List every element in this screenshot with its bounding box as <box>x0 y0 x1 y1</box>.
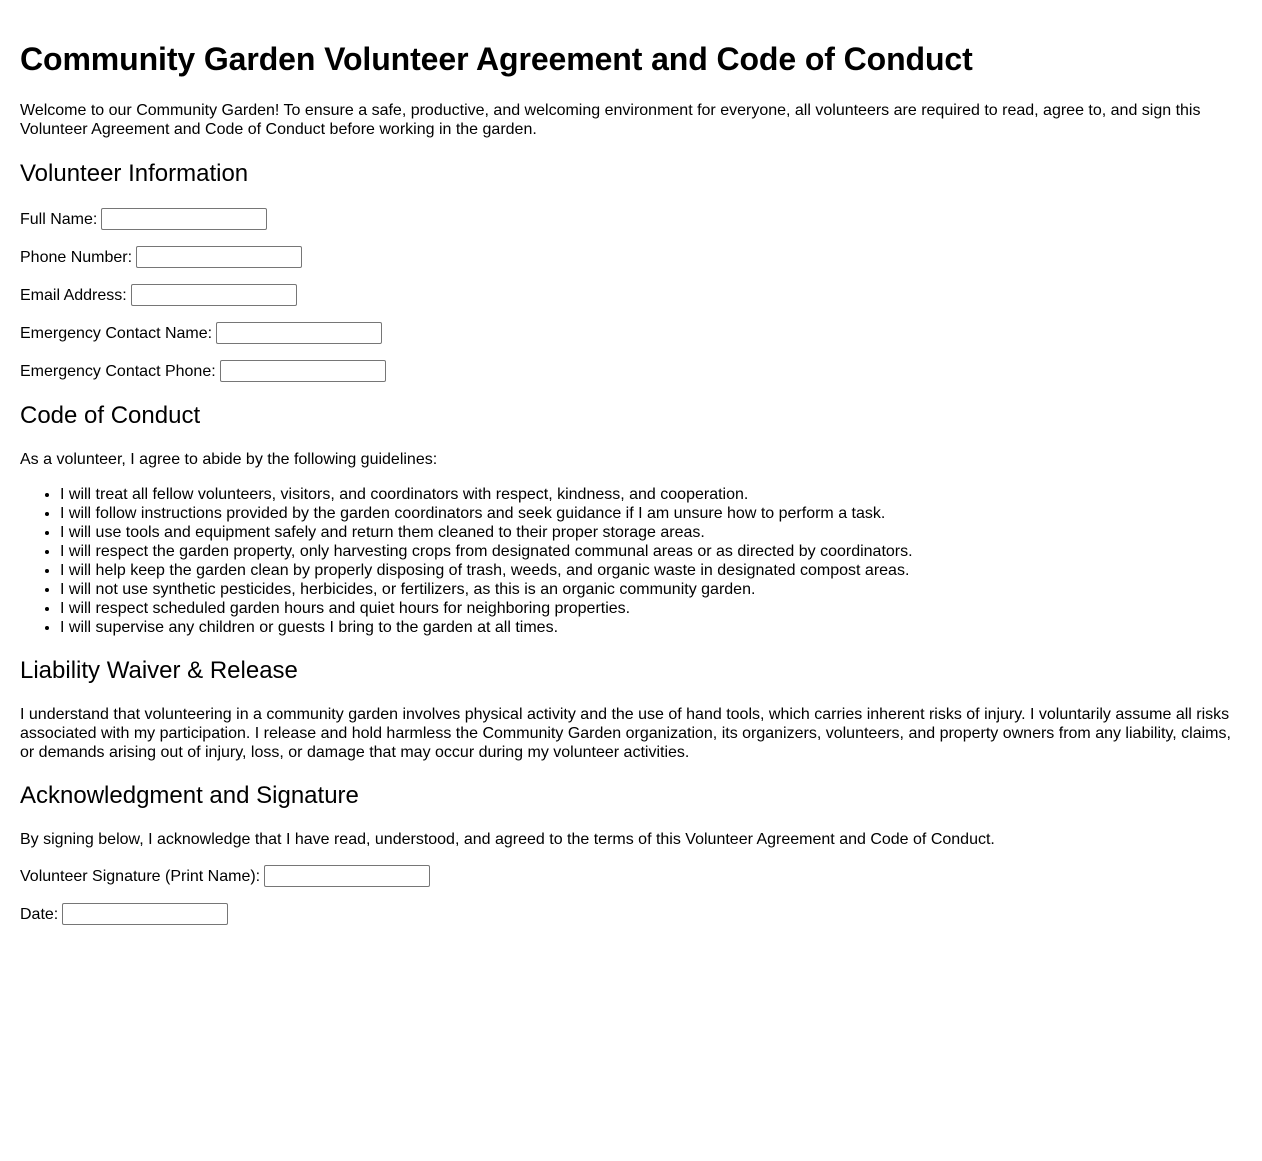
liability-heading: Liability Waiver & Release <box>20 657 298 684</box>
phone-number-row <box>20 246 1242 268</box>
email-address-input[interactable] <box>131 284 297 306</box>
page-title: Community Garden Volunteer Agreement and Code of Conduct <box>20 41 973 77</box>
liability-paragraph: I understand that volunteering in a community garden involves physical activity and the use of hand tools, which carries inherent risks of injury. I voluntarily assume all risks associated with my participation. I release and hold harmless the Community Garden organization, its organizers, volunteers, and property owners from any liability, claims, or demands arising out of injury, loss, or damage that may occur during my volunteer activities. <box>20 706 1231 761</box>
acknowledgment-paragraph: By signing below, I acknowledge that I have read, understood, and agreed to the terms of this Volunteer Agreement and Code of Conduct. <box>20 831 995 848</box>
phone-number-label: Phone Number: <box>20 248 133 266</box>
code-of-conduct-list <box>20 485 1242 637</box>
date-input[interactable] <box>62 903 228 925</box>
date-row <box>20 903 1242 925</box>
list-item: • I will not use synthetic pesticides, herbicides, or fertilizers, as this is an organic community garden. <box>60 580 1242 599</box>
list-item: • I will respect scheduled garden hours and quiet hours for neighboring properties. <box>60 599 1242 618</box>
list-item: • I will help keep the garden clean by properly disposing of trash, weeds, and organic waste in designated compost areas. <box>60 561 1242 580</box>
emergency-contact-phone-input[interactable] <box>220 360 386 382</box>
emergency-contact-name-label: Emergency Contact Name: <box>20 324 213 342</box>
volunteer-info-heading: Volunteer Information <box>20 160 249 187</box>
date-label: Date: <box>20 905 59 923</box>
emergency-contact-phone-label: Emergency Contact Phone: <box>20 362 216 380</box>
acknowledgment-heading: Acknowledgment and Signature <box>20 782 359 809</box>
signature-label: Volunteer Signature (Print Name): <box>20 867 261 885</box>
signature-row <box>20 865 1242 887</box>
code-of-conduct-intro: As a volunteer, I agree to abide by the following guidelines: <box>20 451 438 468</box>
list-item: • I will follow instructions provided by the garden coordinators and seek guidance if I am unsure how to perform a task. <box>60 504 1242 523</box>
emergency-contact-name-row <box>20 322 1242 344</box>
email-address-label: Email Address: <box>20 286 127 304</box>
full-name-input[interactable] <box>101 208 267 230</box>
list-item: • I will supervise any children or guests I bring to the garden at all times. <box>60 618 1242 637</box>
full-name-row <box>20 208 1242 230</box>
email-address-row <box>20 284 1242 306</box>
emergency-contact-phone-row <box>20 360 1242 382</box>
list-item: • I will treat all fellow volunteers, visitors, and coordinators with respect, kindness, and cooperation. <box>60 485 1242 504</box>
signature-input[interactable] <box>264 865 430 887</box>
phone-number-input[interactable] <box>136 246 302 268</box>
emergency-contact-name-input[interactable] <box>216 322 382 344</box>
intro-paragraph: Welcome to our Community Garden! To ensure a safe, productive, and welcoming environment for everyone, all volunteers are required to read, agree to, and sign this Volunteer Agreement and Code of Conduct before working in the garden. <box>20 102 1201 138</box>
code-of-conduct-heading: Code of Conduct <box>20 402 201 429</box>
list-item: • I will respect the garden property, only harvesting crops from designated communal areas or as directed by coordinators. <box>60 542 1242 561</box>
full-name-label: Full Name: <box>20 210 98 228</box>
list-item: • I will use tools and equipment safely and return them cleaned to their proper storage areas. <box>60 523 1242 542</box>
page <box>0 41 1262 925</box>
